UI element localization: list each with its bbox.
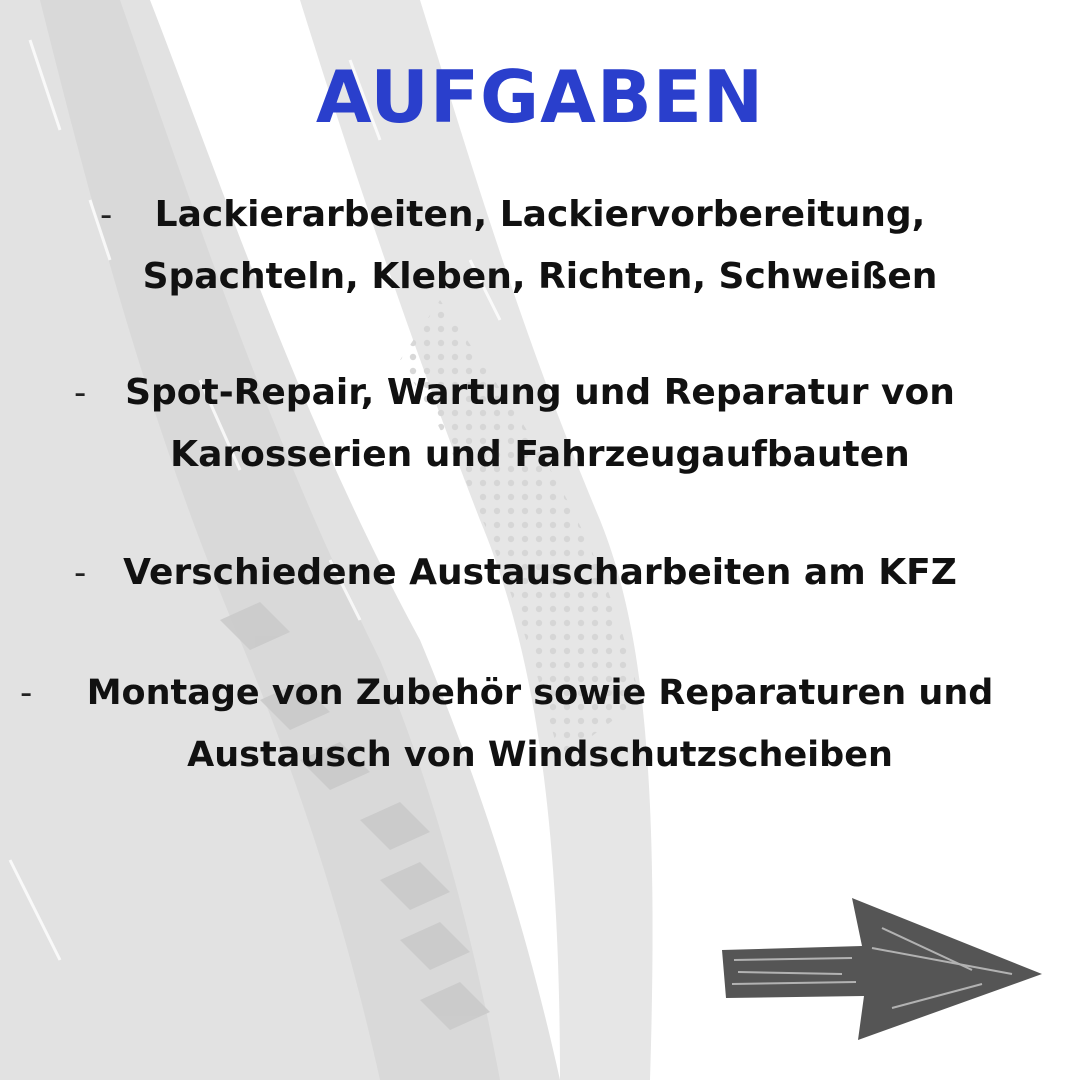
right-arrow-icon[interactable] [712, 888, 1052, 1048]
bullet-dash: - [20, 673, 33, 713]
bullet-dash: - [100, 195, 113, 235]
task-item-line: Montage von Zubehör sowie Reparaturen und [86, 673, 994, 713]
task-item-line: Karosserien und Fahrzeugaufbauten [170, 434, 910, 475]
task-item [0, 542, 1080, 604]
page-title: AUFGABEN [315, 55, 765, 139]
task-item-line: Lackierarbeiten, Lackiervorbereitung, [154, 194, 926, 235]
task-item-line: Spachteln, Kleben, Richten, Schweißen [142, 256, 938, 297]
task-item [0, 362, 1080, 486]
task-item-line: Austausch von Windschutzscheiben [187, 735, 893, 775]
task-item-line: Spot-Repair, Wartung und Reparatur von [125, 372, 955, 413]
bullet-dash: - [74, 553, 87, 593]
task-item [0, 184, 1080, 308]
task-item [0, 662, 1080, 786]
bullet-dash: - [74, 373, 87, 413]
task-item-line: Verschiedene Austauscharbeiten am KFZ [123, 552, 957, 593]
